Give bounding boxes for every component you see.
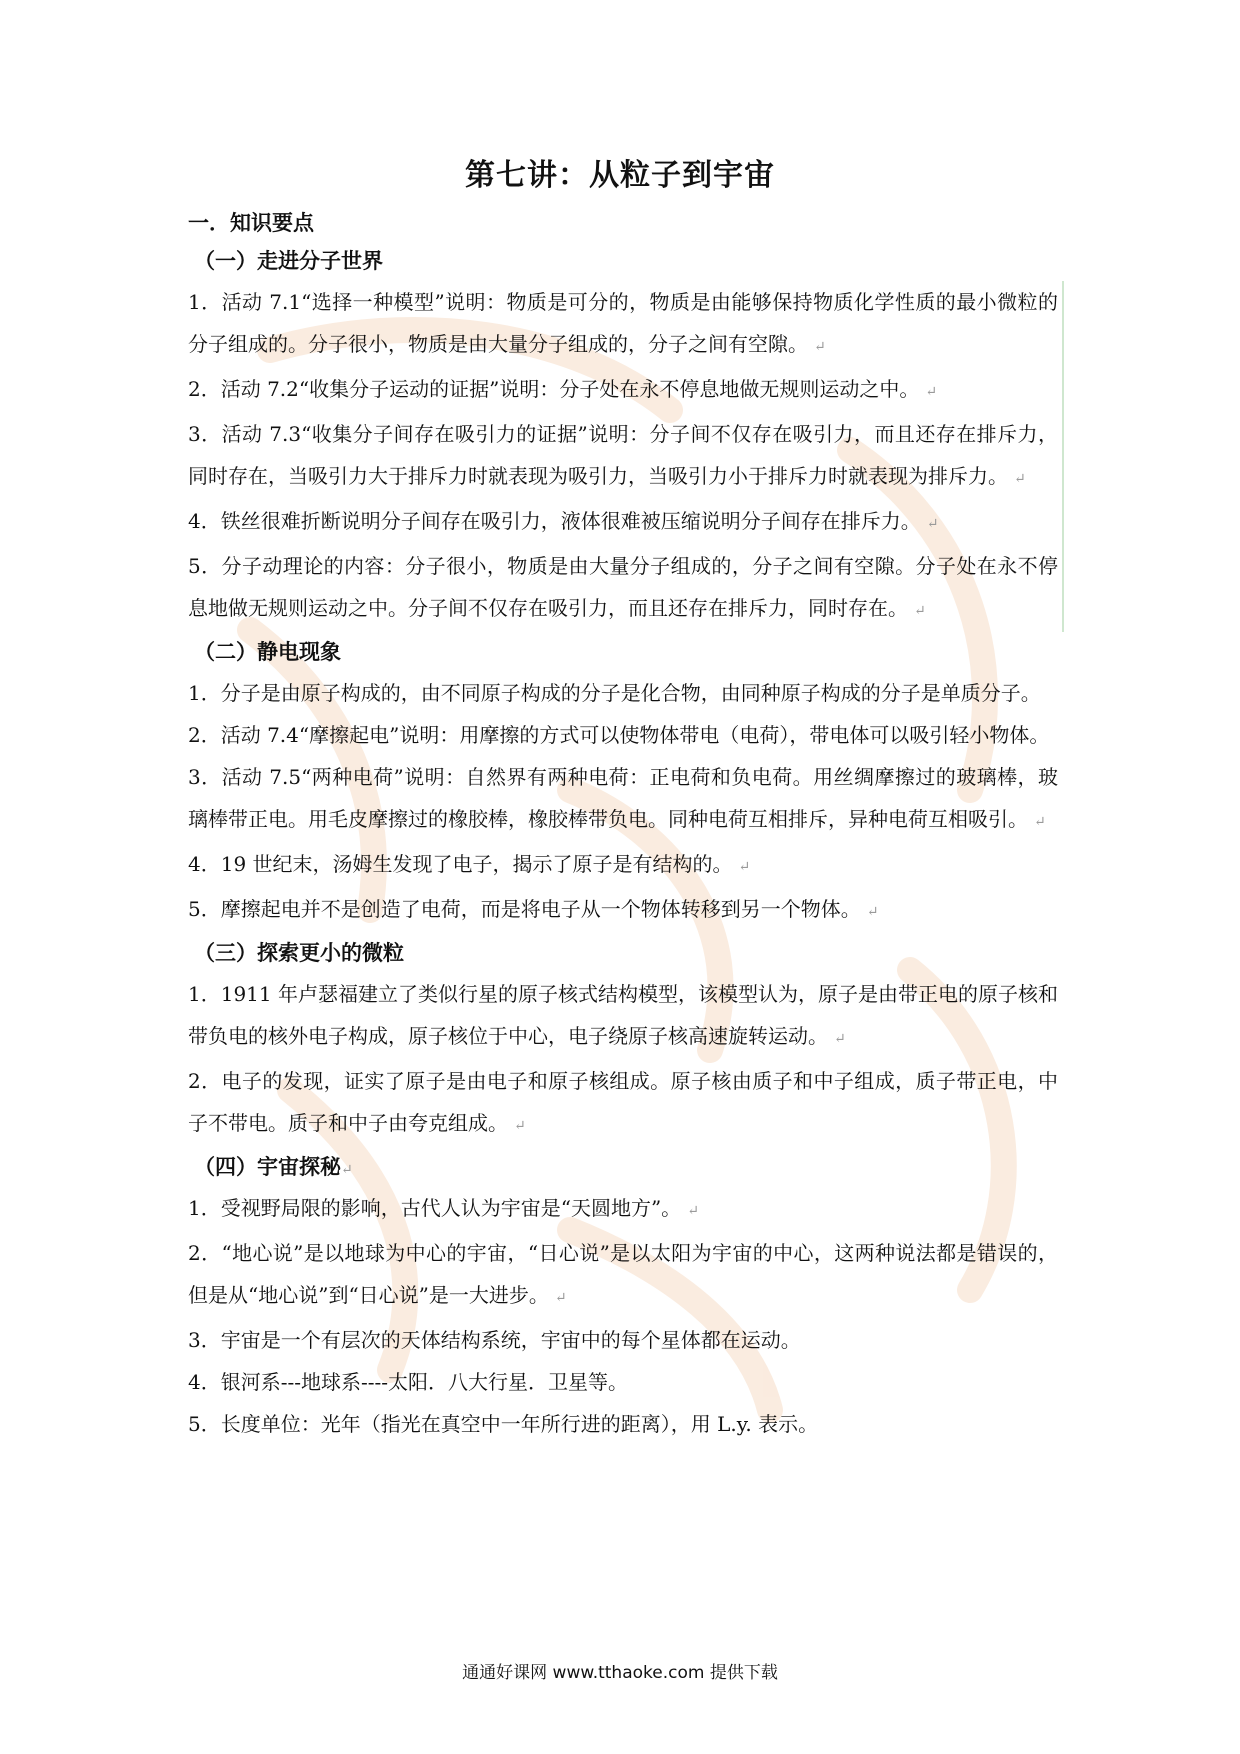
section-heading: 一．知识要点 <box>188 210 314 235</box>
list-item: 2．电子的发现，证实了原子是由电子和原子核组成。原子核由质子和中子组成，质子带正电，中子不带电。质子和中子由夸克组成。 ↵ <box>188 1069 1058 1135</box>
subsection-heading-2: （二）静电现象 <box>194 639 341 664</box>
subsection-heading-4: （四）宇宙探秘↵ <box>194 1154 353 1179</box>
list-item: 3．宇宙是一个有层次的天体结构系统，宇宙中的每个星体都在运动。 <box>188 1328 801 1352</box>
subsection-heading-1: （一）走进分子世界 <box>194 248 383 273</box>
list-item: 2．“地心说”是以地球为中心的宇宙，“日心说”是以太阳为宇宙的中心，这两种说法都是错误的，但是从“地心说”到“日心说”是一大进步。 ↵ <box>188 1241 1058 1307</box>
subsection-heading-3: （三）探索更小的微粒 <box>194 940 404 965</box>
list-item: 1．分子是由原子构成的，由不同原子构成的分子是化合物，由同种原子构成的分子是单质分子。 <box>188 681 1041 705</box>
subsection-1-list <box>188 281 1064 632</box>
list-item: 5．摩擦起电并不是创造了电荷，而是将电子从一个物体转移到另一个物体。 ↵ <box>188 897 879 921</box>
document-body <box>188 205 1058 1445</box>
list-item: 3．活动 7.3“收集分子间存在吸引力的证据”说明：分子间不仅存在吸引力，而且还存在排斥力，同时存在，当吸引力大于排斥力时就表现为吸引力，当吸引力小于排斥力时就表现为排斥力。 ↵ <box>188 422 1058 488</box>
list-item: 3．活动 7.5“两种电荷”说明：自然界有两种电荷：正电荷和负电荷。用丝绸摩擦过的玻璃棒，玻璃棒带正电。用毛皮摩擦过的橡胶棒，橡胶棒带负电。同种电荷互相排斥，异种电荷互相吸引。 ↵ <box>188 765 1058 831</box>
list-item: 2．活动 7.2“收集分子运动的证据”说明：分子处在永不停息地做无规则运动之中。 ↵ <box>188 377 938 401</box>
list-item: 1．受视野局限的影响，古代人认为宇宙是“天圆地方”。 ↵ <box>188 1196 699 1220</box>
list-item: 5．长度单位：光年（指光在真空中一年所行进的距离），用 L.y. 表示。 <box>188 1412 819 1436</box>
list-item: 4．铁丝很难折断说明分子间存在吸引力，液体很难被压缩说明分子间存在排斥力。 ↵ <box>188 509 939 533</box>
list-item: 2．活动 7.4“摩擦起电”说明：用摩擦的方式可以使物体带电（电荷），带电体可以吸引轻小物体。 <box>188 723 1050 747</box>
page-footer: 通通好课网 www.tthaoke.com 提供下载 <box>462 1663 778 1683</box>
document-title: 第七讲：从粒子到宇宙 <box>465 158 775 193</box>
list-item: 1．活动 7.1“选择一种模型”说明：物质是可分的，物质是由能够保持物质化学性质的最小微粒的分子组成的。分子很小，物质是由大量分子组成的，分子之间有空隙。 ↵ <box>188 290 1058 356</box>
list-item: 1．1911 年卢瑟福建立了类似行星的原子核式结构模型，该模型认为，原子是由带正电的原子核和带负电的核外电子构成，原子核位于中心，电子绕原子核高速旋转运动。 ↵ <box>188 982 1058 1048</box>
list-item: 4．19 世纪末，汤姆生发现了电子，揭示了原子是有结构的。 ↵ <box>188 852 751 876</box>
list-item: 5．分子动理论的内容：分子很小，物质是由大量分子组成的，分子之间有空隙。分子处在永不停息地做无规则运动之中。分子间不仅存在吸引力，而且还存在排斥力，同时存在。 ↵ <box>188 554 1058 620</box>
list-item: 4．银河系---地球系----太阳．八大行星．卫星等。 <box>188 1370 629 1394</box>
